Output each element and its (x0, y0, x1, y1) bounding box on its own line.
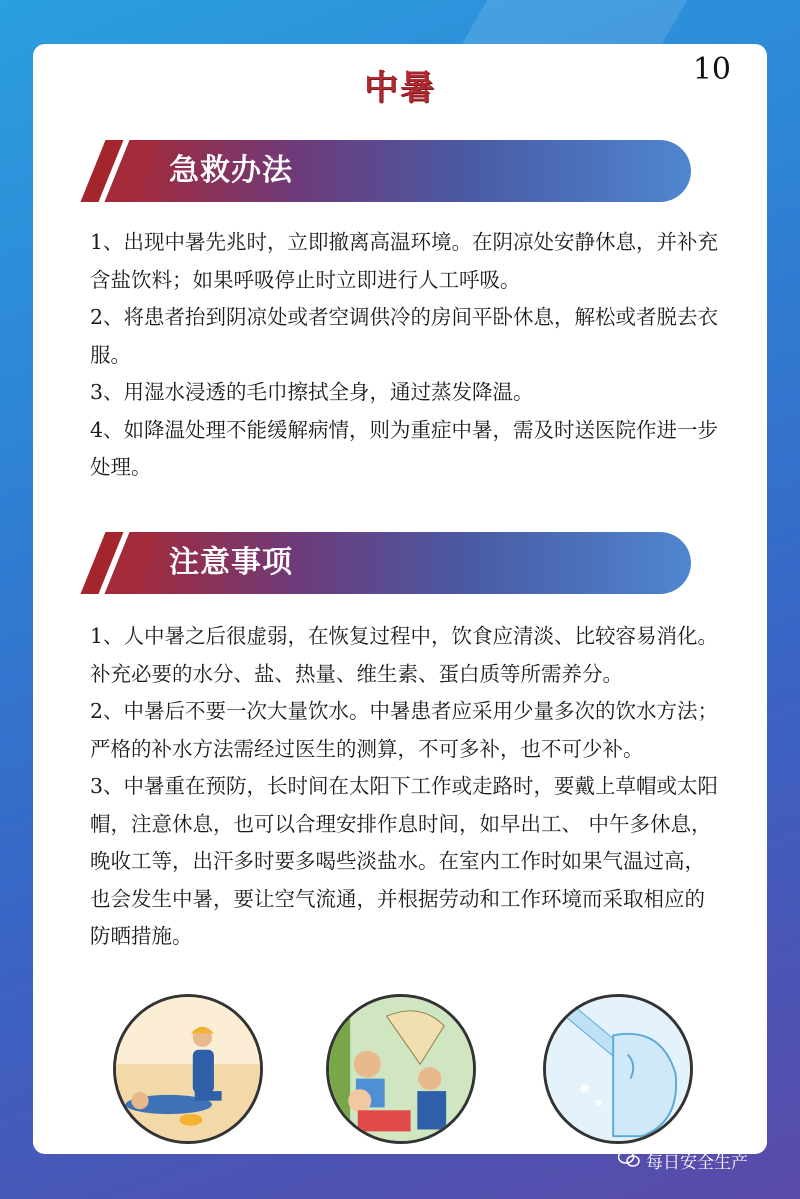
list-item: 2、将患者抬到阴凉处或者空调供冷的房间平卧休息，解松或者脱去衣服。 (90, 305, 719, 367)
list-item: 1、人中暑之后很虚弱，在恢复过程中，饮食应清淡、比较容易消化。补充必要的水分、盐、热量、维生素、蛋白质等所需养分。 (90, 624, 719, 686)
watermark-text: 每日安全生产 (646, 1153, 748, 1173)
wechat-icon (618, 1150, 640, 1176)
watermark (618, 1150, 748, 1176)
section-body-first-aid (90, 224, 720, 487)
list-item: 3、中暑重在预防，长时间在太阳下工作或走路时，要戴上草帽或太阳帽，注意休息，也可以合理安排作息时间，如早出工、 中午多休息， 晚收工等，出汗多时要多喝些淡盐水。在室内工作时如果气温过高，也会发生中暑，要让空气流通，并根据劳动和工作环境而采取相应的防晒措施。 (90, 774, 719, 948)
section-heading: 注意事项 (169, 545, 293, 580)
list-item: 3、用湿水浸透的毛巾擦拭全身，通过蒸发降温。 (90, 380, 534, 404)
list-item: 4、如降温处理不能缓解病情，则为重症中暑，需及时送医院作进一步处理。 (90, 417, 719, 479)
list-item: 2、中暑后不要一次大量饮水。中暑患者应采用少量多次的饮水方法；严格的补水方法需经过医生的测算，不可多补，也不可少补。 (90, 699, 719, 761)
list-item: 1、出现中暑先兆时，立即撤离高温环境。在阴凉处安静休息，并补充含盐饮料；如果呼吸停止时立即进行人工呼吸。 (90, 230, 719, 292)
illustration-fanning-icon (326, 994, 476, 1144)
section-heading: 急救办法 (169, 153, 293, 188)
section-body-precautions (90, 618, 720, 956)
page-title: 中暑 (364, 68, 436, 108)
illustration-drinking-water-icon (543, 994, 693, 1144)
content-card (33, 44, 767, 1154)
page-number: 10 (692, 52, 731, 87)
section-banner-first-aid (83, 140, 691, 202)
section-banner-precautions (83, 532, 691, 594)
illustration-worker-helping-icon (113, 994, 263, 1144)
